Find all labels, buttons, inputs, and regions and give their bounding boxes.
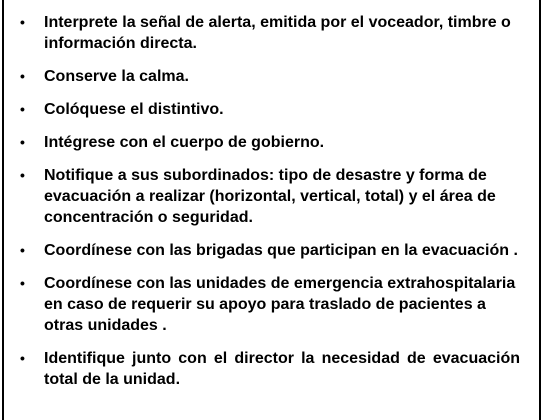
bullet-dot: • bbox=[20, 167, 25, 183]
bullet-dot: • bbox=[20, 350, 25, 366]
bullet-dot: • bbox=[20, 242, 25, 258]
list-item bbox=[20, 12, 520, 54]
list-item-text: Coordínese con las brigadas que participan en la evacuación . bbox=[44, 242, 518, 259]
list-item-text: Conserve la calma. bbox=[44, 68, 189, 85]
bullet-list bbox=[20, 12, 520, 402]
list-item bbox=[20, 165, 520, 228]
list-item-text: Colóquese el distintivo. bbox=[44, 101, 224, 118]
bullet-dot: • bbox=[20, 14, 25, 30]
list-item bbox=[20, 240, 520, 261]
bullet-dot: • bbox=[20, 68, 25, 84]
list-item-text: Notifique a sus subordinados: tipo de desastre y forma de evacuación a realizar (horizontal, vertical, total) y el área de concentración o seguridad. bbox=[44, 167, 496, 226]
list-item bbox=[20, 273, 520, 336]
list-item-text: Intégrese con el cuerpo de gobierno. bbox=[44, 134, 325, 151]
list-item bbox=[20, 348, 520, 390]
list-item-text: Identifique junto con el director la necesidad de evacuación total de la unidad. bbox=[44, 350, 520, 388]
bullet-dot: • bbox=[20, 101, 25, 117]
list-item bbox=[20, 132, 520, 153]
list-item-text: Interprete la señal de alerta, emitida por el voceador, timbre o información directa. bbox=[44, 14, 511, 52]
bullet-dot: • bbox=[20, 134, 25, 150]
list-item bbox=[20, 99, 520, 120]
bullet-dot: • bbox=[20, 275, 25, 291]
list-item bbox=[20, 66, 520, 87]
list-item-text: Coordínese con las unidades de emergencia extrahospitalaria en caso de requerir su apoyo para traslado de pacientes a otras unidades . bbox=[44, 275, 516, 334]
